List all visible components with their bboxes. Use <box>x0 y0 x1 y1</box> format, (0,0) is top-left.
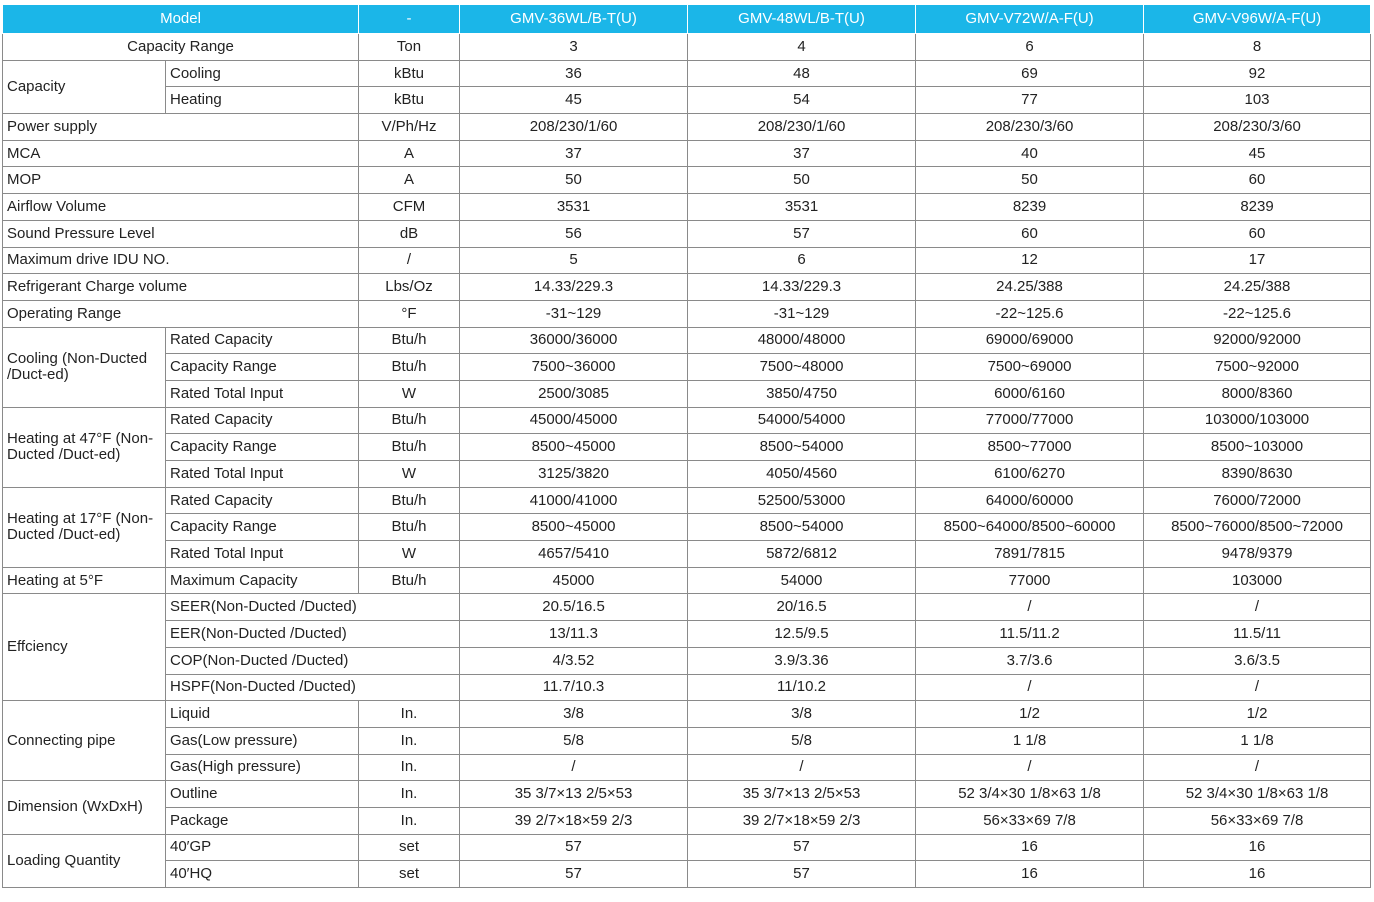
row-value: 60 <box>1144 220 1371 247</box>
row-value: 54000/54000 <box>688 407 916 434</box>
row-value: 6100/6270 <box>916 461 1144 488</box>
row-value: 12 <box>916 247 1144 274</box>
row-label: Rated Capacity <box>166 327 359 354</box>
row-value: 56×33×69 7/8 <box>916 807 1144 834</box>
row-unit: Lbs/Oz <box>359 274 460 301</box>
row-label: Rated Total Input <box>166 461 359 488</box>
row-value: 5/8 <box>460 727 688 754</box>
row-value: 37 <box>688 140 916 167</box>
row-value: 20.5/16.5 <box>460 594 688 621</box>
row-value: 57 <box>688 220 916 247</box>
row-label: Maximum Capacity <box>166 567 359 594</box>
row-value: 4/3.52 <box>460 647 688 674</box>
row-value: 3/8 <box>688 701 916 728</box>
row-value: 8500~45000 <box>460 434 688 461</box>
row-value: -22~125.6 <box>916 300 1144 327</box>
row-value: / <box>916 754 1144 781</box>
row-label: Airflow Volume <box>3 194 359 221</box>
row-value: 3.6/3.5 <box>1144 647 1371 674</box>
row-value: 3 <box>460 34 688 61</box>
row-value: 1/2 <box>1144 701 1371 728</box>
row-label: SEER(Non-Ducted /Ducted) <box>166 594 460 621</box>
table-row <box>3 300 1371 327</box>
row-value: 1/2 <box>916 701 1144 728</box>
row-value: 12.5/9.5 <box>688 621 916 648</box>
row-value: 8500~45000 <box>460 514 688 541</box>
row-value: 69 <box>916 60 1144 87</box>
row-unit: W <box>359 461 460 488</box>
row-value: 8500~76000/8500~72000 <box>1144 514 1371 541</box>
row-label: 40′GP <box>166 834 359 861</box>
row-value: 7500~69000 <box>916 354 1144 381</box>
row-value: 7891/7815 <box>916 541 1144 568</box>
row-value: 45 <box>460 87 688 114</box>
row-value: 24.25/388 <box>1144 274 1371 301</box>
row-unit: dB <box>359 220 460 247</box>
row-value: 50 <box>916 167 1144 194</box>
row-value: 77 <box>916 87 1144 114</box>
row-value: 4050/4560 <box>688 461 916 488</box>
row-value: 103000/103000 <box>1144 407 1371 434</box>
table-row <box>3 434 1371 461</box>
table-row <box>3 781 1371 808</box>
row-value: 56×33×69 7/8 <box>1144 807 1371 834</box>
row-unit: kBtu <box>359 60 460 87</box>
row-unit: In. <box>359 754 460 781</box>
row-value: 92000/92000 <box>1144 327 1371 354</box>
table-row <box>3 727 1371 754</box>
table-row <box>3 807 1371 834</box>
row-value: 6 <box>916 34 1144 61</box>
table-row <box>3 247 1371 274</box>
row-value: 35 3/7×13 2/5×53 <box>460 781 688 808</box>
row-label: Gas(High pressure) <box>166 754 359 781</box>
row-label: Capacity Range <box>3 34 359 61</box>
table-row <box>3 407 1371 434</box>
table-row <box>3 674 1371 701</box>
row-value: 8239 <box>1144 194 1371 221</box>
row-label: HSPF(Non-Ducted /Ducted) <box>166 674 460 701</box>
row-value: 57 <box>688 861 916 888</box>
row-value: 11.5/11.2 <box>916 621 1144 648</box>
row-value: 8390/8630 <box>1144 461 1371 488</box>
table-row <box>3 861 1371 888</box>
row-value: 76000/72000 <box>1144 487 1371 514</box>
row-value: 4657/5410 <box>460 541 688 568</box>
row-value: 50 <box>688 167 916 194</box>
row-value: / <box>460 754 688 781</box>
row-value: 103000 <box>1144 567 1371 594</box>
row-value: 8 <box>1144 34 1371 61</box>
row-label: Rated Capacity <box>166 487 359 514</box>
table-row <box>3 567 1371 594</box>
row-group-label: Capacity <box>3 60 166 113</box>
row-label: Package <box>166 807 359 834</box>
row-value: 50 <box>460 167 688 194</box>
row-unit: Btu/h <box>359 567 460 594</box>
row-unit: CFM <box>359 194 460 221</box>
row-group-label: Heating at 5°F <box>3 567 166 594</box>
row-value: 45000 <box>460 567 688 594</box>
row-value: 35 3/7×13 2/5×53 <box>688 781 916 808</box>
header-model-label: Model <box>3 5 359 34</box>
header-unit-label: - <box>359 5 460 34</box>
row-value: 64000/60000 <box>916 487 1144 514</box>
spec-table <box>2 4 1371 888</box>
row-group-label: Loading Quantity <box>3 834 166 887</box>
row-label: Outline <box>166 781 359 808</box>
row-unit: Btu/h <box>359 434 460 461</box>
row-label: 40′HQ <box>166 861 359 888</box>
row-label: Sound Pressure Level <box>3 220 359 247</box>
row-unit: Btu/h <box>359 327 460 354</box>
table-row <box>3 60 1371 87</box>
row-group-label: Connecting pipe <box>3 701 166 781</box>
row-value: 8000/8360 <box>1144 380 1371 407</box>
row-value: -31~129 <box>460 300 688 327</box>
row-value: 1 1/8 <box>916 727 1144 754</box>
table-row <box>3 354 1371 381</box>
row-value: 11.7/10.3 <box>460 674 688 701</box>
table-row <box>3 220 1371 247</box>
row-value: 1 1/8 <box>1144 727 1371 754</box>
row-value: 8500~103000 <box>1144 434 1371 461</box>
row-value: 3.7/3.6 <box>916 647 1144 674</box>
row-label: MCA <box>3 140 359 167</box>
row-unit: / <box>359 247 460 274</box>
row-unit: Btu/h <box>359 407 460 434</box>
row-label: Rated Total Input <box>166 541 359 568</box>
row-value: 48 <box>688 60 916 87</box>
row-group-label: Cooling (Non-Ducted /Duct-ed) <box>3 327 166 407</box>
header-model-name: GMV-48WL/B-T(U) <box>688 5 916 34</box>
row-label: Operating Range <box>3 300 359 327</box>
row-value: 5872/6812 <box>688 541 916 568</box>
row-unit: set <box>359 861 460 888</box>
row-label: Capacity Range <box>166 354 359 381</box>
row-value: 45 <box>1144 140 1371 167</box>
row-value: 14.33/229.3 <box>688 274 916 301</box>
row-value: 37 <box>460 140 688 167</box>
row-unit: Btu/h <box>359 487 460 514</box>
row-unit: W <box>359 541 460 568</box>
row-value: 208/230/1/60 <box>460 114 688 141</box>
table-row <box>3 87 1371 114</box>
row-value: 8500~77000 <box>916 434 1144 461</box>
table-row <box>3 114 1371 141</box>
row-value: 208/230/3/60 <box>1144 114 1371 141</box>
table-row <box>3 487 1371 514</box>
row-unit: set <box>359 834 460 861</box>
row-value: 54000 <box>688 567 916 594</box>
row-value: / <box>688 754 916 781</box>
row-value: 8239 <box>916 194 1144 221</box>
row-value: 11.5/11 <box>1144 621 1371 648</box>
row-value: 7500~36000 <box>460 354 688 381</box>
row-value: 69000/69000 <box>916 327 1144 354</box>
row-value: 208/230/1/60 <box>688 114 916 141</box>
spec-table-body <box>3 5 1371 888</box>
row-value: 13/11.3 <box>460 621 688 648</box>
row-value: 8500~64000/8500~60000 <box>916 514 1144 541</box>
row-value: 24.25/388 <box>916 274 1144 301</box>
row-value: 39 2/7×18×59 2/3 <box>688 807 916 834</box>
row-label: Gas(Low pressure) <box>166 727 359 754</box>
row-value: 57 <box>460 834 688 861</box>
row-unit: °F <box>359 300 460 327</box>
row-value: 17 <box>1144 247 1371 274</box>
row-value: 3125/3820 <box>460 461 688 488</box>
row-value: 8500~54000 <box>688 514 916 541</box>
table-row <box>3 621 1371 648</box>
table-row <box>3 541 1371 568</box>
row-value: 6 <box>688 247 916 274</box>
header-model-name: GMV-V96W/A-F(U) <box>1144 5 1371 34</box>
row-unit: Ton <box>359 34 460 61</box>
header-row <box>3 5 1371 34</box>
row-value: 77000 <box>916 567 1144 594</box>
row-value: 54 <box>688 87 916 114</box>
row-value: 103 <box>1144 87 1371 114</box>
row-label: Rated Capacity <box>166 407 359 434</box>
row-unit: A <box>359 167 460 194</box>
row-value: 4 <box>688 34 916 61</box>
row-value: 3.9/3.36 <box>688 647 916 674</box>
row-value: 7500~48000 <box>688 354 916 381</box>
row-value: / <box>1144 594 1371 621</box>
row-unit: In. <box>359 807 460 834</box>
row-value: 16 <box>916 861 1144 888</box>
row-label: COP(Non-Ducted /Ducted) <box>166 647 460 674</box>
row-label: Heating <box>166 87 359 114</box>
row-value: 3850/4750 <box>688 380 916 407</box>
row-label: EER(Non-Ducted /Ducted) <box>166 621 460 648</box>
row-value: 52 3/4×30 1/8×63 1/8 <box>1144 781 1371 808</box>
header-model-name: GMV-V72W/A-F(U) <box>916 5 1144 34</box>
table-row <box>3 327 1371 354</box>
row-label: Rated Total Input <box>166 380 359 407</box>
row-value: 77000/77000 <box>916 407 1144 434</box>
row-unit: W <box>359 380 460 407</box>
row-value: 45000/45000 <box>460 407 688 434</box>
row-value: 52 3/4×30 1/8×63 1/8 <box>916 781 1144 808</box>
table-row <box>3 380 1371 407</box>
row-value: -31~129 <box>688 300 916 327</box>
table-row <box>3 754 1371 781</box>
row-value: / <box>1144 674 1371 701</box>
row-label: Refrigerant Charge volume <box>3 274 359 301</box>
row-unit: kBtu <box>359 87 460 114</box>
row-value: 16 <box>1144 861 1371 888</box>
row-value: 39 2/7×18×59 2/3 <box>460 807 688 834</box>
row-value: 57 <box>460 861 688 888</box>
table-row <box>3 594 1371 621</box>
row-value: 57 <box>688 834 916 861</box>
row-label: MOP <box>3 167 359 194</box>
header-model-name: GMV-36WL/B-T(U) <box>460 5 688 34</box>
row-group-label: Heating at 17°F (Non-Ducted /Duct-ed) <box>3 487 166 567</box>
row-value: 6000/6160 <box>916 380 1144 407</box>
table-row <box>3 514 1371 541</box>
row-value: 9478/9379 <box>1144 541 1371 568</box>
table-row <box>3 140 1371 167</box>
row-unit: In. <box>359 727 460 754</box>
row-value: 92 <box>1144 60 1371 87</box>
row-value: 3531 <box>460 194 688 221</box>
row-value: 36000/36000 <box>460 327 688 354</box>
table-row <box>3 34 1371 61</box>
row-value: / <box>916 674 1144 701</box>
row-value: 60 <box>916 220 1144 247</box>
row-value: 11/10.2 <box>688 674 916 701</box>
row-label: Power supply <box>3 114 359 141</box>
row-value: 3531 <box>688 194 916 221</box>
table-row <box>3 647 1371 674</box>
row-value: 16 <box>1144 834 1371 861</box>
table-row <box>3 701 1371 728</box>
row-value: 5/8 <box>688 727 916 754</box>
row-value: 20/16.5 <box>688 594 916 621</box>
row-value: / <box>916 594 1144 621</box>
row-value: 208/230/3/60 <box>916 114 1144 141</box>
row-value: / <box>1144 754 1371 781</box>
row-value: 41000/41000 <box>460 487 688 514</box>
row-value: 8500~54000 <box>688 434 916 461</box>
table-row <box>3 167 1371 194</box>
table-row <box>3 194 1371 221</box>
table-row <box>3 834 1371 861</box>
table-row <box>3 274 1371 301</box>
row-label: Liquid <box>166 701 359 728</box>
row-value: 14.33/229.3 <box>460 274 688 301</box>
row-unit: In. <box>359 701 460 728</box>
row-value: 40 <box>916 140 1144 167</box>
row-value: 16 <box>916 834 1144 861</box>
table-row <box>3 461 1371 488</box>
row-value: 2500/3085 <box>460 380 688 407</box>
row-unit: In. <box>359 781 460 808</box>
row-label: Cooling <box>166 60 359 87</box>
row-value: 5 <box>460 247 688 274</box>
row-group-label: Dimension (WxDxH) <box>3 781 166 834</box>
row-value: -22~125.6 <box>1144 300 1371 327</box>
row-value: 48000/48000 <box>688 327 916 354</box>
row-unit: Btu/h <box>359 354 460 381</box>
row-label: Capacity Range <box>166 514 359 541</box>
row-value: 60 <box>1144 167 1371 194</box>
row-value: 3/8 <box>460 701 688 728</box>
row-unit: V/Ph/Hz <box>359 114 460 141</box>
row-value: 56 <box>460 220 688 247</box>
row-group-label: Heating at 47°F (Non-Ducted /Duct-ed) <box>3 407 166 487</box>
row-value: 36 <box>460 60 688 87</box>
row-value: 52500/53000 <box>688 487 916 514</box>
row-unit: A <box>359 140 460 167</box>
row-unit: Btu/h <box>359 514 460 541</box>
row-label: Capacity Range <box>166 434 359 461</box>
row-label: Maximum drive IDU NO. <box>3 247 359 274</box>
row-value: 7500~92000 <box>1144 354 1371 381</box>
row-group-label: Effciency <box>3 594 166 701</box>
